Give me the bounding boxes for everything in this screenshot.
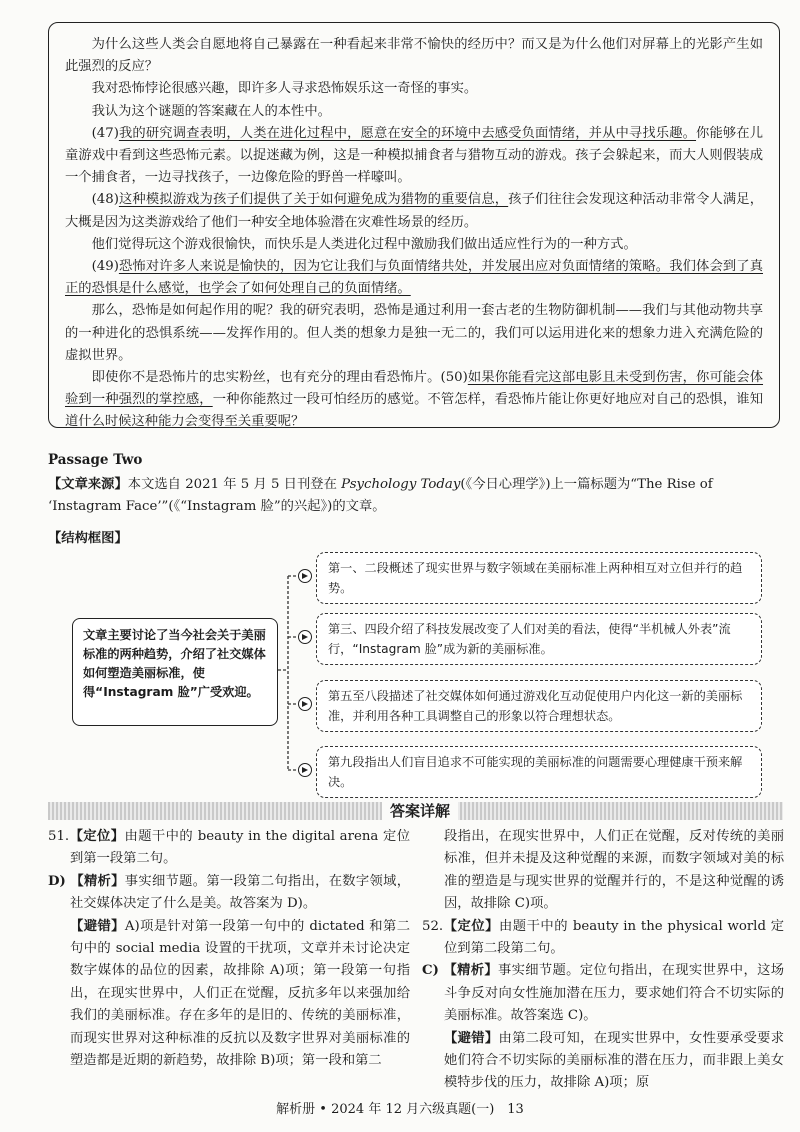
answer-choice: C) [422, 963, 439, 979]
banner-title: 答案详解 [382, 800, 458, 821]
question-marker: (47) [91, 125, 119, 141]
source-tag: 【文章来源】 [48, 477, 128, 492]
answer-avoid [422, 1028, 784, 1095]
paragraph: 我认为这个谜题的答案藏在人的本性中。 [91, 103, 331, 119]
diagram-main-node: 文章主要讨论了当今社会关于美丽标准的两种趋势，介绍了社交媒体如何塑造美丽标准，使得“Instagram 脸”广受欢迎。 [72, 618, 278, 726]
paragraph [65, 256, 763, 300]
framework-tag: 【结构框图】 [48, 531, 128, 546]
answer-locate [48, 826, 410, 871]
article-source [48, 474, 783, 518]
paragraph: 我对恐怖悖论很感兴趣，即许多人寻求恐怖娱乐这一奇怪的事实。 [91, 81, 478, 97]
answers-left-column [48, 826, 410, 1072]
arrow-circle-icon [298, 630, 312, 644]
underlined-sentence: 这种模拟游戏为孩子们提供了关于如何避免成为猎物的重要信息， [118, 192, 509, 208]
answer-tag: 【精析】 [443, 963, 498, 979]
paragraph-text: 即使你不是恐怖片的忠实粉丝，也有充分的理由看恐怖片。 [91, 370, 441, 386]
answer-text: 由第二段可知，在现实世界中，女性要承受要求她们符合不切实际的美丽标准的潜在压力，而非跟上美女模特步伐的压力，故排除 A)项；原 [444, 1030, 785, 1091]
paragraph: 为什么这些人类会自愿地将自己暴露在一种看起来非常不愉快的经历中？而又是为什么他们对屏幕上的光影产生如此强烈的反应？ [65, 37, 763, 75]
diagram-branch-node: 第三、四段介绍了科技发展改变了人们对美的看法，使得“半机械人外表”流行，“Instagram 脸”成为新的美丽标准。 [316, 613, 762, 665]
answer-tag: 【避错】 [444, 1030, 499, 1046]
answer-locate [422, 916, 784, 961]
paragraph-text: 你能够在儿童游戏中看到这些恐怖元素。以捉迷藏为例，这是一种模拟捕食者与猎物互动的游戏。孩子会躲起来，而大人则假装成一个捕食者，一边寻找孩子，一边像危险的野兽一样嚎叫。 [65, 125, 764, 186]
question-marker: (50) [440, 370, 468, 386]
answer-analysis [48, 871, 410, 916]
section-heading: Passage Two [48, 452, 143, 468]
answer-text: 由题干中的 beauty in the digital arena 定位到第一段第二句。 [70, 829, 410, 867]
answer-text: 事实细节题。第一段第二句指出，在数字领域，社交媒体决定了什么是美。故答案为 D)。 [70, 873, 410, 912]
paragraph-text: 一种你能熬过一段可怕经历的感觉。不管怎样，看恐怖片能让你更好地应对自己的恐惧，谁知道什么时候这种能力会变得至关重要呢？ [65, 392, 764, 430]
journal-name: Psychology Today [341, 477, 461, 492]
paragraph [65, 367, 763, 434]
answer-analysis [422, 960, 784, 1027]
answer-text: A)项是针对第一段第一句中的 dictated 和第二句中的 social media 设置的干扰项，文章并未讨论决定数字媒体的品位的因素，故排除 A)项；第一段第一句指出，在现实世界中，人们正在觉醒，反抗多年以来强加给我们的美丽标准。存在多年的是旧的、传统的美丽标准，而现实世界对这种标准的反抗以及数字世界对美丽标准的塑造都是近期的新趋势，故排除 B)项；第一段和第二 [70, 918, 411, 1069]
diagram-branch-node: 第五至八段描述了社交媒体如何通过游戏化互动促使用户内化这一新的美丽标准，并利用各种工具调整自己的形象以符合理想状态。 [316, 680, 762, 732]
arrow-circle-icon [298, 569, 312, 583]
passage-translation-box [48, 22, 780, 428]
question-number: 52. [422, 918, 444, 934]
paragraph: 那么，恐怖是如何起作用的呢？我的研究表明，恐怖是通过利用一套古老的生物防御机制——我们与其他动物共享的一种进化的恐惧系统——发挥作用的。但人类的想象力是独一无二的，我们可以运用进化来的想象力进入充满危险的虚拟世界。 [65, 303, 763, 363]
answer-tag: 【避错】 [70, 918, 125, 934]
underlined-sentence: 恐怖对许多人来说是愉快的，因为它让我们与负面情绪共处，并发展出应对负面情绪的策略。我们体会到了真正的恐惧是什么感觉，也学会了如何处理自己的负面情绪。 [65, 259, 763, 297]
question-number: 51. [48, 829, 70, 844]
answer-tag: 【定位】 [69, 829, 125, 844]
underlined-sentence: 我的研究调查表明，人类在进化过程中，愿意在安全的环境中去感受负面情绪，并从中寻找乐趣。 [118, 125, 697, 141]
answer-tag: 【定位】 [443, 918, 499, 934]
paragraph: 他们觉得玩这个游戏很愉快，而快乐是人类进化过程中激励我们做出适应性行为的一种方式。 [91, 236, 637, 252]
answer-text: 事实细节题。定位句指出，在现实世界中，这场斗争反对向女性施加潜在压力，要求她们符合不切实际的美丽标准。故答案选 C)。 [444, 963, 785, 1024]
paragraph [65, 123, 763, 190]
answer-avoid [48, 916, 410, 1073]
section-banner [48, 802, 783, 820]
arrow-circle-icon [298, 697, 312, 711]
answers-right-column [422, 826, 784, 1095]
paragraph-text: 孩子们往往会发现这种活动非常令人满足，大概是因为这类游戏给了他们一种安全地体验潜在灾难性场景的经历。 [65, 192, 764, 230]
diagram-branch-node: 第九段指出人们盲目追求不可能实现的美丽标准的问题需要心理健康干预来解决。 [316, 746, 762, 798]
answer-choice: D) [48, 873, 66, 889]
source-text: 本文选自 2021 年 5 月 5 日刊登在 [127, 477, 342, 492]
underlined-sentence: 如果你能看完这部电影且未受到伤害，你可能会体验到一种强烈的掌控感， [65, 370, 764, 408]
arrow-circle-icon [298, 763, 312, 777]
answer-avoid-continued: 段指出，在现实世界中，人们正在觉醒，反对传统的美丽标准，但并未提及这种觉醒的来源，而数字领域对美的标准的塑造是与现实世界的觉醒并行的，不是这种觉醒的诱因，故排除 C)项。 [444, 829, 784, 912]
paragraph [65, 189, 763, 233]
answer-tag: 【精析】 [70, 873, 125, 889]
diagram-branch-node: 第一、二段概述了现实世界与数字领域在美丽标准上两种相互对立但并行的趋势。 [316, 552, 762, 604]
source-text: (《今日心理学》)上一篇标题为“The Rise of ‘Instagram Face’”(《“Instagram 脸”的兴起》)的文章。 [48, 477, 713, 514]
answer-text: 由题干中的 beauty in the physical world 定位到第二段第二句。 [444, 918, 784, 957]
question-marker: (48) [91, 192, 119, 208]
question-marker: (49) [91, 259, 119, 275]
page-footer: 解析册 • 2024 年 12 月六级真题(一) 13 [276, 1102, 524, 1117]
